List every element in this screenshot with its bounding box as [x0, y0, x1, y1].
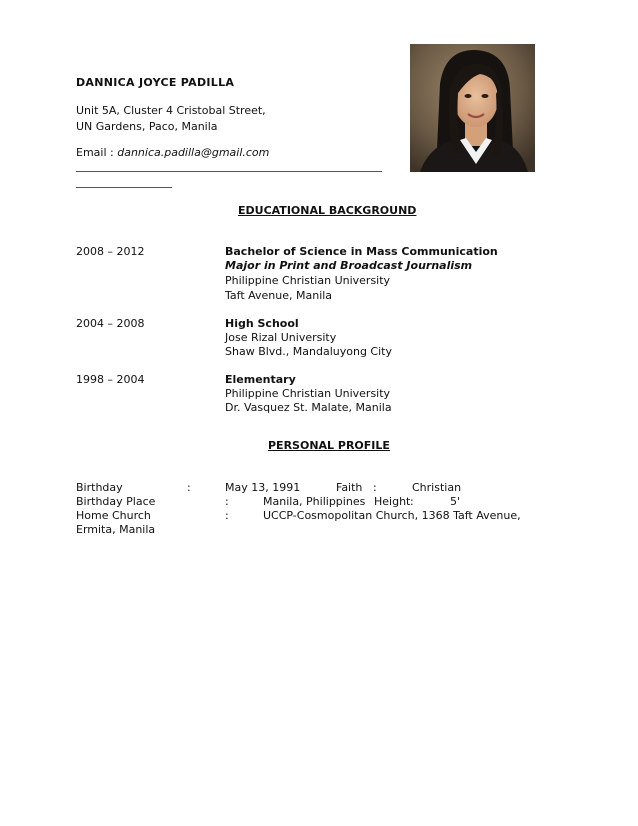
education-years-3: 1998 – 2004	[76, 373, 145, 386]
height-colon: :	[410, 495, 414, 508]
education-years-2: 2004 – 2008	[76, 317, 145, 330]
separator-line-short	[76, 187, 172, 188]
church-value-continued: Ermita, Manila	[76, 523, 156, 536]
portrait-image	[410, 44, 535, 172]
birthday-label: Birthday	[76, 481, 123, 494]
birthday-colon: :	[187, 481, 191, 494]
email-label: Email :	[76, 146, 118, 159]
church-value: UCCP-Cosmopolitan Church, 1368 Taft Avenue,	[263, 509, 521, 522]
birthday-value: May 13, 1991	[225, 481, 301, 494]
height-label: Height	[374, 495, 411, 508]
profile-photo	[410, 44, 535, 172]
email-value[interactable]: dannica.padilla@gmail.com	[117, 146, 270, 159]
education-major-1: Major in Print and Broadcast Journalism	[225, 259, 473, 272]
birthplace-label: Birthday Place	[76, 495, 156, 508]
section-heading-profile: PERSONAL PROFILE	[268, 439, 390, 452]
education-level-2: High School	[225, 317, 299, 330]
education-degree-1: Bachelor of Science in Mass Communication	[225, 245, 498, 258]
applicant-name: DANNICA JOYCE PADILLA	[76, 76, 235, 89]
email-line	[76, 146, 269, 159]
education-level-3: Elementary	[225, 373, 296, 386]
address-line-1: Unit 5A, Cluster 4 Cristobal Street,	[76, 104, 266, 117]
education-location-1: Taft Avenue, Manila	[225, 289, 333, 302]
education-location-3: Dr. Vasquez St. Malate, Manila	[225, 401, 392, 414]
education-location-2: Shaw Blvd., Mandaluyong City	[225, 345, 392, 358]
faith-colon: :	[373, 481, 377, 494]
education-school-3: Philippine Christian University	[225, 387, 391, 400]
education-school-2: Jose Rizal University	[225, 331, 337, 344]
church-colon: :	[225, 509, 229, 522]
section-heading-education: EDUCATIONAL BACKGROUND	[238, 204, 417, 217]
education-school-1: Philippine Christian University	[225, 274, 391, 287]
birthplace-colon: :	[225, 495, 229, 508]
faith-value: Christian	[412, 481, 462, 494]
education-years-1: 2008 – 2012	[76, 245, 145, 258]
faith-label: Faith	[336, 481, 363, 494]
separator-line	[76, 171, 382, 172]
church-label: Home Church	[76, 509, 151, 522]
address-line-2: UN Gardens, Paco, Manila	[76, 120, 218, 133]
birthplace-value: Manila, Philippines	[263, 495, 366, 508]
height-value: 5'	[450, 495, 461, 508]
